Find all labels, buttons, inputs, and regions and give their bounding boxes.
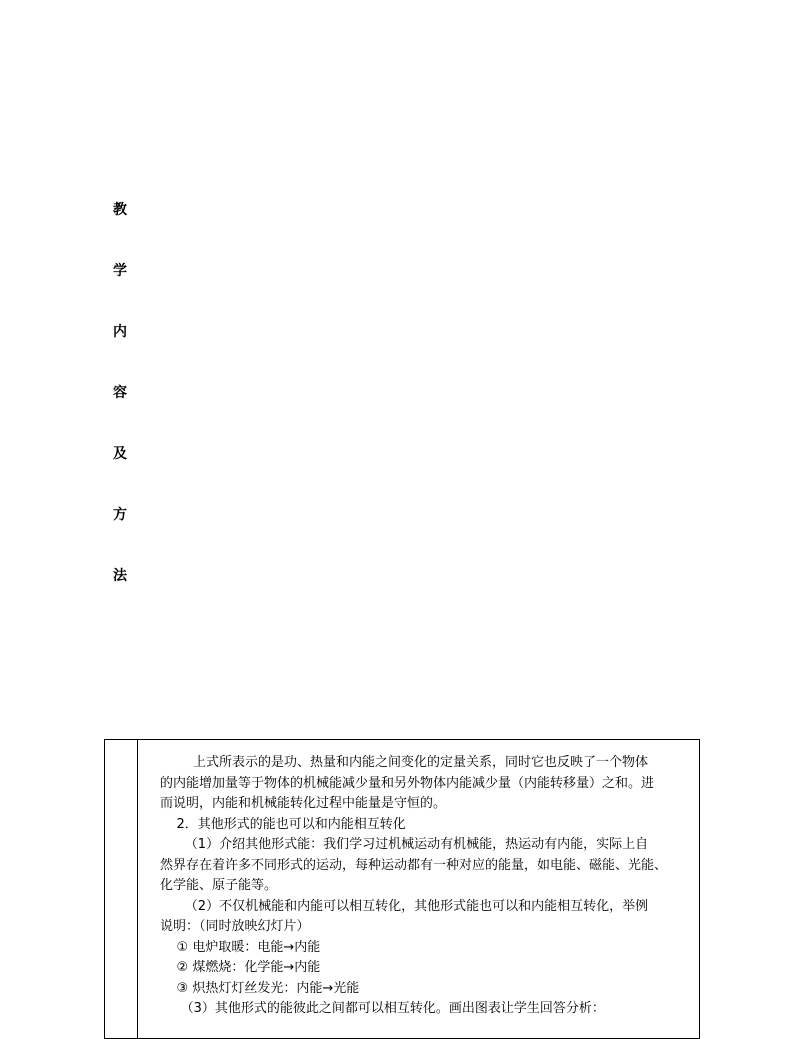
side-label-char: 内 bbox=[113, 324, 127, 340]
text-line: 说明：（同时放映幻灯片） bbox=[160, 919, 310, 934]
text-line: 然界存在着许多不同形式的运动，每种运动都有一种对应的能量，如电能、磁能、光能、 bbox=[160, 857, 668, 873]
text-line: 化学能、原子能等。 bbox=[160, 878, 278, 893]
side-label-char: 容 bbox=[113, 385, 127, 401]
side-label-char: 法 bbox=[113, 568, 127, 584]
text-line: ③ 炽热灯灯丝发光：内能→光能 bbox=[160, 980, 360, 996]
text-line: 而说明，内能和机械能转化过程中能量是守恒的。 bbox=[160, 796, 447, 811]
text-line: 2．其他形式的能也可以和内能相互转化 bbox=[160, 816, 406, 832]
text-line: （3）其他形式的能彼此之间都可以相互转化。画出图表让学生回答分析： bbox=[160, 1001, 605, 1016]
table-column-divider bbox=[137, 740, 138, 1038]
side-label-char: 学 bbox=[113, 263, 127, 279]
text-line: （2）不仅机械能和内能可以相互转化，其他形式能也可以和内能相互转化，举例 bbox=[160, 898, 649, 914]
text-line: ② 煤燃烧：化学能→内能 bbox=[160, 960, 321, 975]
text-line: 上式所表示的是功、热量和内能之间变化的定量关系，同时它也反映了一个物体 bbox=[160, 755, 649, 770]
side-label-char: 方 bbox=[113, 507, 127, 523]
text-line: 的内能增加量等于物体的机械能减少量和另外物体内能减少量（内能转移量）之和。进 bbox=[160, 775, 655, 791]
side-label-char: 及 bbox=[113, 446, 127, 462]
text-line: （1）介绍其他形式能：我们学习过机械运动有机械能，热运动有内能，实际上自 bbox=[160, 837, 649, 852]
text-line: ① 电炉取暖：电能→内能 bbox=[160, 939, 321, 955]
table-content-cell bbox=[160, 753, 690, 1020]
side-label-char: 教 bbox=[113, 202, 127, 218]
